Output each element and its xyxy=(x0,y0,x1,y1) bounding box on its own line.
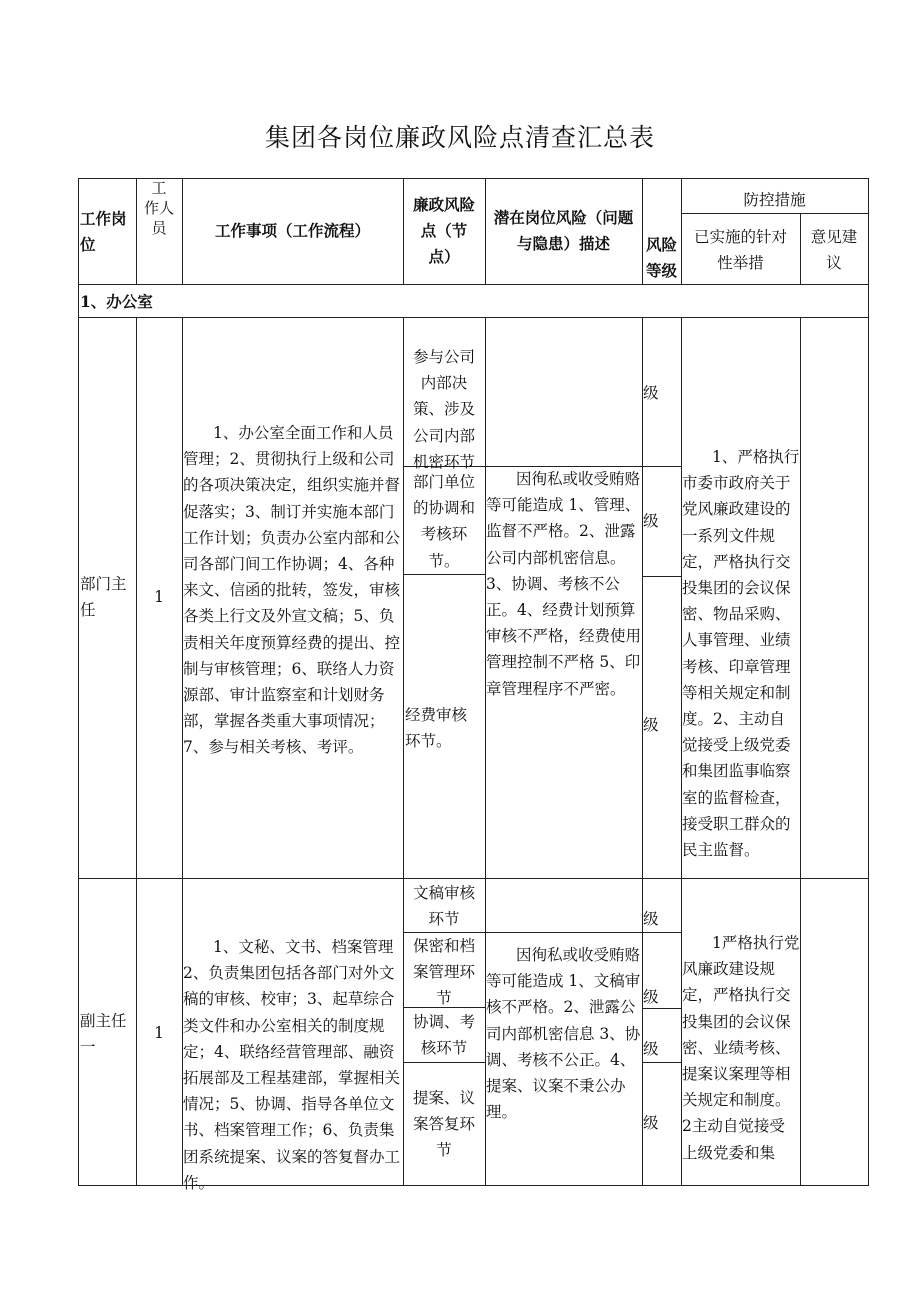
risk-level: 级 xyxy=(643,910,659,928)
section-label: 1、办公室 xyxy=(80,292,153,311)
risk-point: 提案、议 案答复环 节 xyxy=(412,1089,475,1160)
risk-point: 部门单位 的协调和 考核环 节。 xyxy=(412,473,475,570)
row-staff: 1 xyxy=(154,1024,164,1042)
row-matters: 1、文秘、文书、档案管理 2、负责集团包括各部门对外文稿的审核、校审；3、起草综合类文件和办公室相关的制度规定；4、联络经营管理部、融资拓展部及工程基建部，掌握相关情况；5、协调、指导各单位文书、档案管理工作；6、负责集团系统提案、议案的答复督办工作。 xyxy=(183,938,401,1192)
header-position: 工作岗位 xyxy=(80,209,127,255)
header-potential-risk: 潜在岗位风险（问题 与隐患）描述 xyxy=(493,208,634,254)
row-position: 部门主 任 xyxy=(80,575,127,620)
risk-level: 级 xyxy=(643,716,659,734)
header-implemented: 已实施的针对 性举措 xyxy=(693,228,787,273)
risk-level: 级 xyxy=(643,384,659,402)
header-staff: 工 作人 员 xyxy=(143,179,174,237)
risk-point: 协调、考 核环节 xyxy=(412,1013,475,1058)
risk-point: 参与公司 内部决 策、涉及 公司内部 机密环节 xyxy=(412,348,475,471)
risk-point: 文稿审核 环节 xyxy=(412,884,475,929)
header-risk-level: 风险 等级 xyxy=(645,235,677,281)
row-risk-description: 因徇私或收受贿赂等可能造成 1、管理、监督不严格。2、泄露公司内部机密信息。3、协调、考核不公正。4、经费计划预算审核不严格，经费使用管理控制不严格 5、印章管理程序不严密。 xyxy=(486,470,642,698)
risk-level: 级 xyxy=(643,1040,659,1058)
row-position: 副主任 一 xyxy=(80,1012,127,1057)
header-matters: 工作事项（工作流程） xyxy=(214,221,370,240)
risk-level: 级 xyxy=(643,512,659,530)
row-measures: 1严格执行党风廉政建设规定，严格执行交投集团的会议保密、业绩考核、提案议案理等相关规定和制度。2主动自觉接受上级党委和集 xyxy=(682,934,800,1162)
page-title: 集团各岗位廉政风险点清查汇总表 xyxy=(264,123,655,152)
risk-level: 级 xyxy=(643,988,659,1006)
row-risk-description: 因徇私或收受贿赂等可能造成 1、文稿审核不严格。2、泄露公司内部机密信息 3、协调、考核不公正。4、提案、议案不秉公办理。 xyxy=(486,946,641,1122)
row-matters: 1、办公室全面工作和人员管理；2、贯彻执行上级和公司的各项决策决定，组织实施并督促落实；3、制订并实施本部门工作计划；负责办公室内部和公司各部门间工作协调；4、各种来文、信函的批转，签发，审核各类上行文及外宣文稿；5、负责相关年度预算经费的提出、控制与审核管理；6、联络人力资源部、审计监察室和计划财务部，掌握各类重大事项情况；7、参与相关考核、考评。 xyxy=(183,424,401,757)
header-risk-point: 廉政风险 点（节 点） xyxy=(412,195,475,267)
row-measures: 1、严格执行市委市政府关于党风廉政建设的一系列文件规定，严格执行交投集团的会议保密、物品采购、人事管理、业绩考核、印章管理等相关规定和制度。2、主动自觉接受上级党委和集团监事临察室的监督检查，接受职工群众的民主监督。 xyxy=(682,448,800,860)
risk-point: 经费审核 环节。 xyxy=(405,706,468,751)
header-suggestions: 意见建 议 xyxy=(810,228,858,273)
header-prevention: 防控措施 xyxy=(743,191,806,209)
risk-level: 级 xyxy=(643,1114,659,1132)
risk-point: 保密和档 案管理环 节 xyxy=(412,937,475,1008)
row-staff: 1 xyxy=(154,588,164,606)
